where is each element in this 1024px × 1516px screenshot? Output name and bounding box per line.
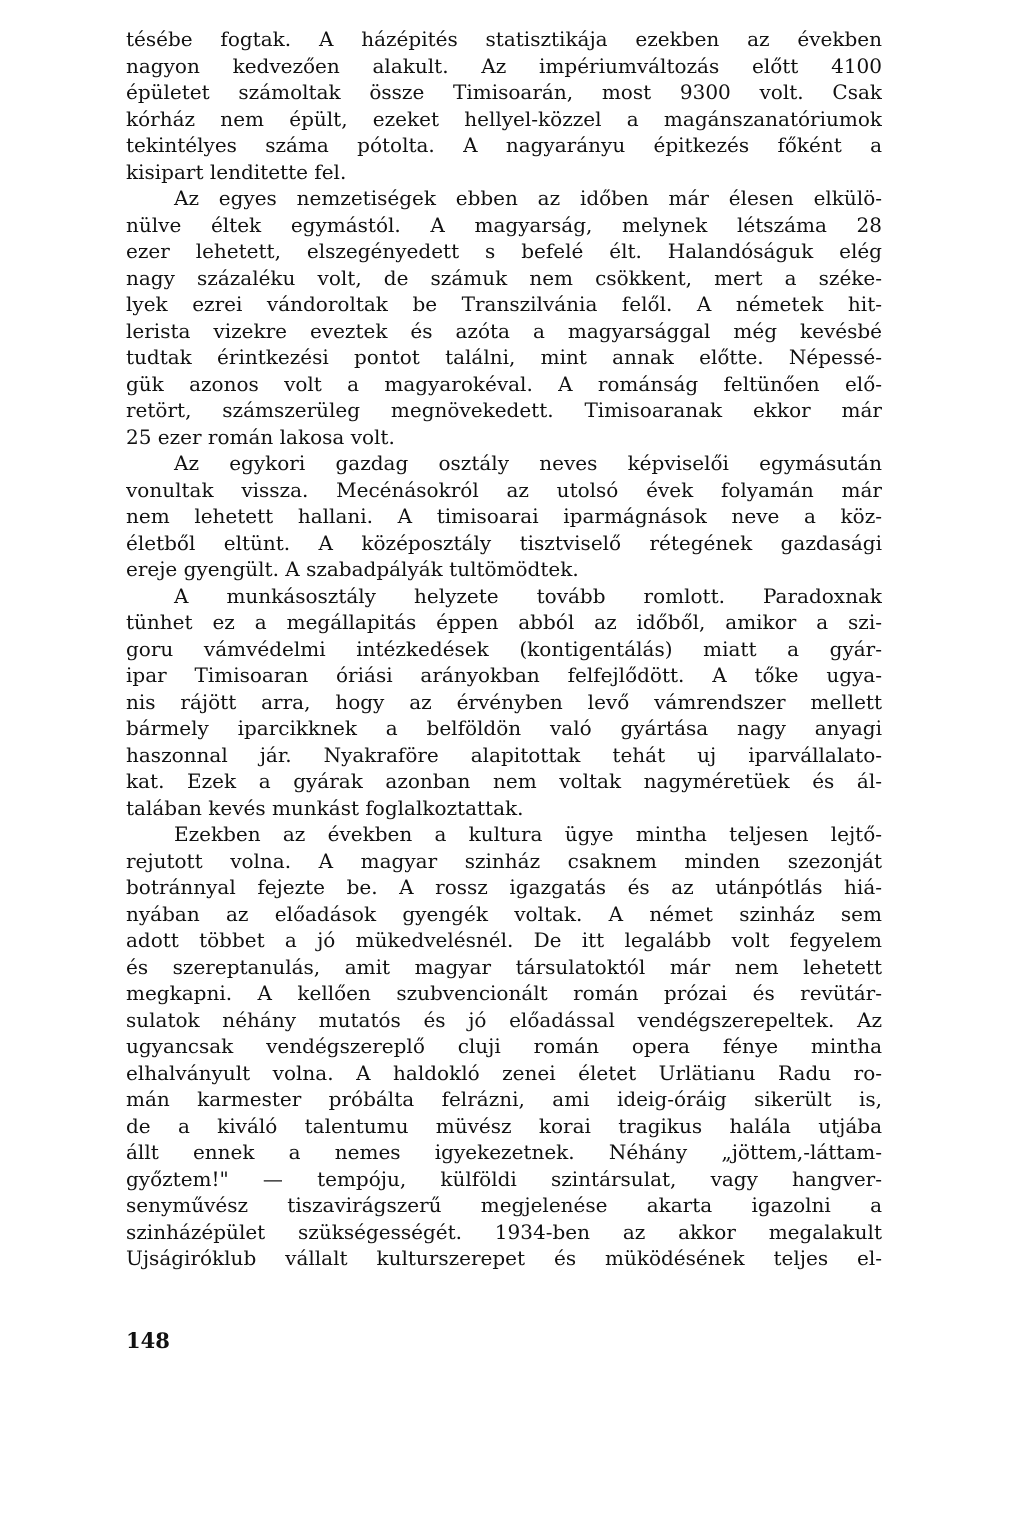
text-line: nis rájött arra, hogy az érvényben levő vámrendszer mellett <box>126 689 882 714</box>
text-line: nülve éltek egymástól. A magyarság, melynek létszáma 28 <box>126 212 882 237</box>
text-line: elhalványult volna. A haldokló zenei életet Urlätianu Radu ro- <box>126 1060 882 1085</box>
text-line: Az egyes nemzetiségek ebben az időben már élesen elkülö- <box>174 186 882 210</box>
text-line: vonultak vissza. Mecénásokról az utolsó évek folyamán már <box>126 477 882 502</box>
text-line: épületet számoltak össze Timisoarán, most 9300 volt. Csak <box>126 80 882 104</box>
text-line: ereje gyengült. A szabadpályák tultömödtek. <box>126 557 579 581</box>
text-line: nem lehetett hallani. A timisoarai iparmágnások neve a köz- <box>126 504 882 528</box>
text-line: retört, számszerüleg megnövekedett. Timisoaranak ekkor már <box>126 398 882 422</box>
text-line: ezer lehetett, elszegényedett s befelé élt. Halandóságuk elég <box>126 239 882 263</box>
text-line: gük azonos volt a magyarokéval. A románság feltünően elő- <box>126 371 882 396</box>
text-line: kisipart lenditette fel. <box>126 159 347 184</box>
text-line: győztem!" — tempóju, külföldi szintársulat, vagy hangver- <box>126 1166 882 1191</box>
text-line: nagy százaléku volt, de számuk nem csökkent, mert a széke- <box>126 265 882 290</box>
text-line: állt ennek a nemes igyekezetnek. Néhány „jöttem,-láttam- <box>126 1140 882 1164</box>
text-line: adott többet a jó mükedvelésnél. De itt legalább volt fegyelem <box>126 928 882 952</box>
text-line: Ezekben az években a kultura ügye mintha teljesen lejtő- <box>174 822 882 846</box>
text-line: mán karmester próbálta felrázni, ami ideig-óráig sikerült is, <box>126 1087 882 1111</box>
text-line: A munkásosztály helyzete tovább romlott. Paradoxnak <box>174 583 882 608</box>
text-line: tudtak érintkezési pontot találni, mint annak előtte. Népessé- <box>126 345 882 369</box>
text-line: kórház nem épült, ezeket hellyel-közzel a magánszanatóriumok <box>126 106 882 131</box>
text-line: bármely iparcikknek a belföldön való gyártása nagy anyagi <box>126 716 882 740</box>
text-line: szinházépület szükségességét. 1934-ben az akkor megalakult <box>126 1219 882 1244</box>
text-line: Ujságiróklub vállalt kulturszerepet és müködésének teljes el- <box>126 1246 882 1270</box>
text-line: 25 ezer román lakosa volt. <box>126 424 395 449</box>
text-line: tünhet ez a megállapitás éppen abból az időből, amikor a szi- <box>126 610 882 634</box>
text-line: sulatok néhány mutatós és jó előadással vendégszerepeltek. Az <box>126 1007 882 1032</box>
text-line: ipar Timisoaran óriási arányokban felfejlődött. A tőke ugya- <box>126 663 882 687</box>
text-line: életből eltünt. A középosztály tisztviselő rétegének gazdasági <box>126 530 882 555</box>
text-line: tésébe fogtak. A házépités statisztikája ezekben az években <box>126 27 882 51</box>
text-line: megkapni. A kellően szubvencionált román prózai és revütár- <box>126 981 882 1005</box>
page-number: 148 <box>126 1328 170 1353</box>
text-line: nagyon kedvezően alakult. Az impériumváltozás előtt 4100 <box>126 53 882 78</box>
text-line: lerista vizekre eveztek és azóta a magyarsággal még kevésbé <box>126 318 882 343</box>
text-line: ugyancsak vendégszereplő cluji román opera fénye mintha <box>126 1034 882 1058</box>
text-line: rejutott volna. A magyar szinház csaknem minden szezonját <box>126 848 882 873</box>
text-line: tekintélyes száma pótolta. A nagyarányu épitkezés főként a <box>126 133 882 157</box>
text-line: Az egykori gazdag osztály neves képviselői egymásután <box>174 451 882 475</box>
text-line: talában kevés munkást foglalkoztattak. <box>126 795 524 820</box>
text-line: de a kiváló talentumu müvész korai tragikus halála utjába <box>126 1113 882 1138</box>
text-line: senyművész tiszavirágszerű megjelenése akarta igazolni a <box>126 1193 882 1217</box>
text-line: lyek ezrei vándoroltak be Transzilvánia felől. A németek hit- <box>126 292 882 316</box>
text-line: botránnyal fejezte be. A rossz igazgatás és az utánpótlás hiá- <box>126 875 882 899</box>
text-line: haszonnal jár. Nyakraföre alapitottak tehát uj iparvállalato- <box>126 742 882 767</box>
text-line: kat. Ezek a gyárak azonban nem voltak nagyméretüek és ál- <box>126 769 882 793</box>
text-line: és szereptanulás, amit magyar társulatoktól már nem lehetett <box>126 954 882 979</box>
book-page-text <box>126 26 882 1272</box>
text-line: goru vámvédelmi intézkedések (kontigentálás) miatt a gyár- <box>126 636 882 661</box>
text-line: nyában az előadások gyengék voltak. A német szinház sem <box>126 901 882 926</box>
